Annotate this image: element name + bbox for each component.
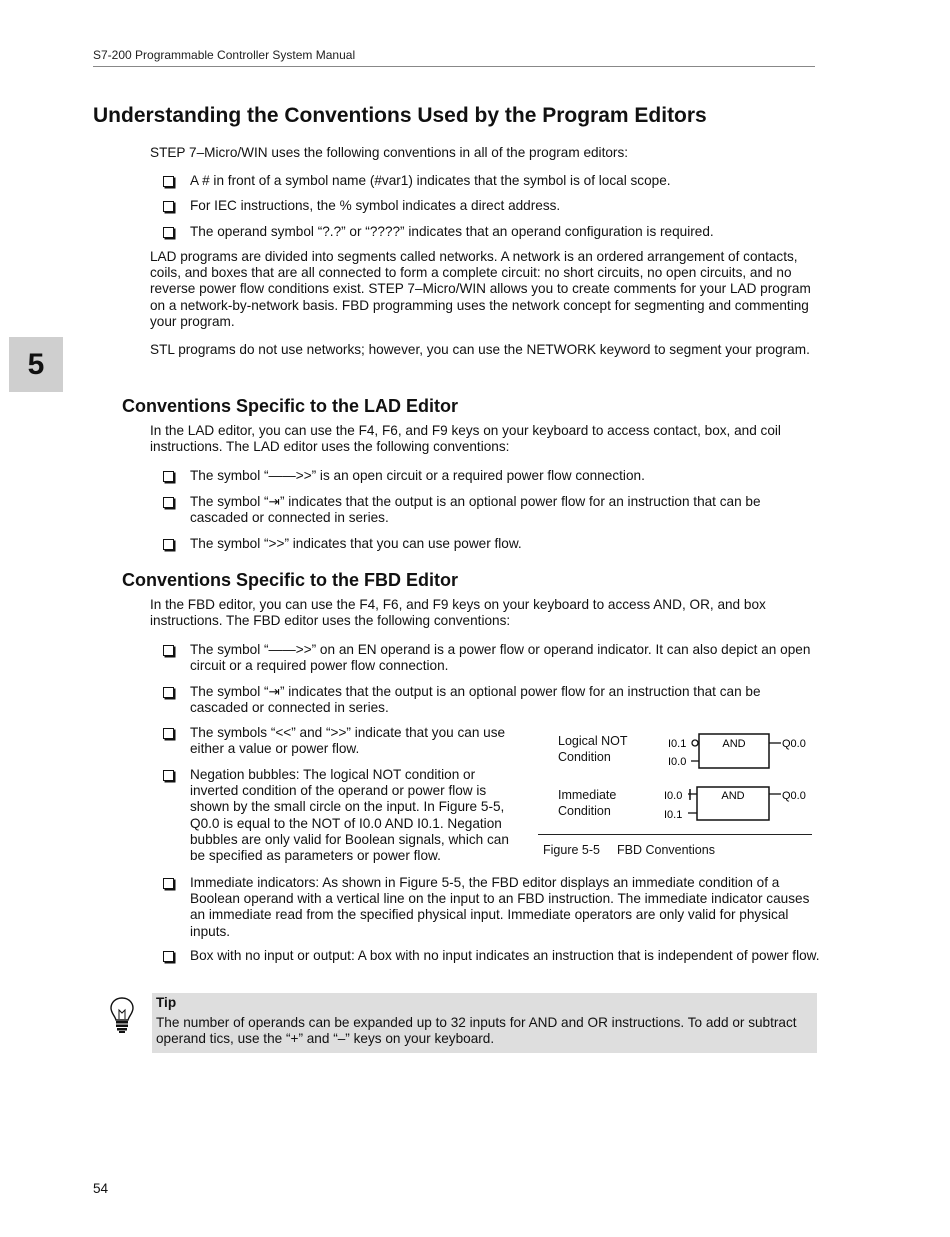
list-item: Negation bubbles: The logical NOT condition or inverted condition of the operand or power flow is shown by the small circle on the input. In Figure 5-5, Q0.0 is equal to the NOT of I0.0 AND I0.1. Negation bubbles are only valid for Boolean signals, which can be specified as parameters or power flow.: [190, 767, 525, 864]
checkbox-bullet-icon: [163, 645, 174, 656]
list-item: The symbols “<<” and “>>” indicate that you can use either a value or power flow.: [190, 725, 525, 757]
checkbox-bullet-icon: [163, 227, 174, 238]
intro-paragraph: STEP 7–Micro/WIN uses the following conventions in all of the program editors:: [150, 145, 629, 160]
list-item: The symbol “⇥” indicates that the output is an optional power flow for an instruction that can be cascaded or connected in series.: [190, 684, 815, 716]
output-label: Q0.0: [782, 790, 806, 802]
header-rule: [93, 66, 815, 67]
networks-paragraph: LAD programs are divided into segments called networks. A network is an ordered arrangement of contacts, coils, and boxes that are all connected to form a complete circuit: no short circuits, no open circuits, and no reverse power flow conditions exist. STEP 7–Micro/WIN allows you to create comments for your LAD program on a network-by-network basis. FBD programming uses the network concept for segmenting and commenting your program.: [150, 249, 811, 329]
page-title: Understanding the Conventions Used by the Program Editors: [93, 104, 707, 127]
input-label: I0.1: [664, 809, 683, 821]
checkbox-bullet-icon: [163, 497, 174, 508]
list-item: Immediate indicators: As shown in Figure 5-5, the FBD editor displays an immediate condition of a Boolean operand with a vertical line on the input to an FBD instruction. The immediate indicator causes an immediate read from the specified physical input. Immediate operators are only valid for physical inputs.: [190, 875, 815, 940]
checkbox-bullet-icon: [163, 539, 174, 550]
logical-not-block: [668, 734, 806, 768]
lad-section-heading: Conventions Specific to the LAD Editor: [122, 396, 459, 416]
checkbox-bullet-icon: [163, 687, 174, 698]
running-header: S7-200 Programmable Controller System Manual: [93, 48, 356, 62]
and-box-label: AND: [721, 790, 745, 802]
figure-caption-number: Figure 5-5: [543, 843, 600, 857]
checkbox-bullet-icon: [163, 770, 174, 781]
list-item: Box with no input or output: A box with no input indicates an instruction that is independent of power flow.: [190, 948, 820, 964]
input-label: I0.1: [668, 738, 687, 750]
input-label: I0.0: [664, 790, 683, 802]
input-label: I0.0: [668, 756, 687, 768]
immediate-block: [664, 787, 806, 821]
lightbulb-icon: [108, 995, 136, 1035]
page-number: 54: [93, 1181, 109, 1196]
checkbox-bullet-icon: [163, 951, 174, 962]
fbd-section-heading: Conventions Specific to the FBD Editor: [122, 570, 459, 590]
list-item: The symbol “>>” indicates that you can use power flow.: [190, 536, 815, 552]
negation-bubble-icon: [692, 740, 698, 746]
fbd-diagram: [660, 728, 820, 828]
tip-text: The number of operands can be expanded up to 32 inputs for AND and OR instructions. To add or subtract operand tics, use the “+” and “–” keys on your keyboard.: [156, 1015, 797, 1047]
and-box-label: AND: [722, 738, 746, 750]
chapter-tab: 5: [9, 337, 63, 392]
list-item: The symbol “——>>” on an EN operand is a power flow or operand indicator. It can also depict an open circuit or a required power flow connection.: [190, 642, 815, 674]
checkbox-bullet-icon: [163, 471, 174, 482]
checkbox-bullet-icon: [163, 728, 174, 739]
list-item: For IEC instructions, the % symbol indicates a direct address.: [190, 198, 815, 214]
checkbox-bullet-icon: [163, 878, 174, 889]
stl-paragraph: STL programs do not use networks; however, you can use the NETWORK keyword to segment your program.: [150, 342, 810, 357]
immediate-condition-label: Immediate Condition: [558, 788, 617, 818]
output-label: Q0.0: [782, 738, 806, 750]
figure-rule: [538, 834, 812, 835]
list-item: The operand symbol “?.?” or “????” indicates that an operand configuration is required.: [190, 224, 815, 240]
list-item: The symbol “——>>” is an open circuit or a required power flow connection.: [190, 468, 815, 484]
logical-not-label: Logical NOT Condition: [558, 734, 628, 764]
figure-caption-title: FBD Conventions: [617, 843, 715, 857]
lad-section-intro: In the LAD editor, you can use the F4, F6, and F9 keys on your keyboard to access contact, box, and coil instructions. The LAD editor uses the following conventions:: [150, 423, 781, 455]
checkbox-bullet-icon: [163, 201, 174, 212]
list-item: The symbol “⇥” indicates that the output is an optional power flow for an instruction that can be cascaded or connected in series.: [190, 494, 815, 526]
tip-title: Tip: [156, 995, 177, 1010]
fbd-section-intro: In the FBD editor, you can use the F4, F6, and F9 keys on your keyboard to access AND, OR, and box instructions. The FBD editor uses the following conventions:: [150, 597, 766, 629]
checkbox-bullet-icon: [163, 176, 174, 187]
list-item: A # in front of a symbol name (#var1) indicates that the symbol is of local scope.: [190, 173, 815, 189]
